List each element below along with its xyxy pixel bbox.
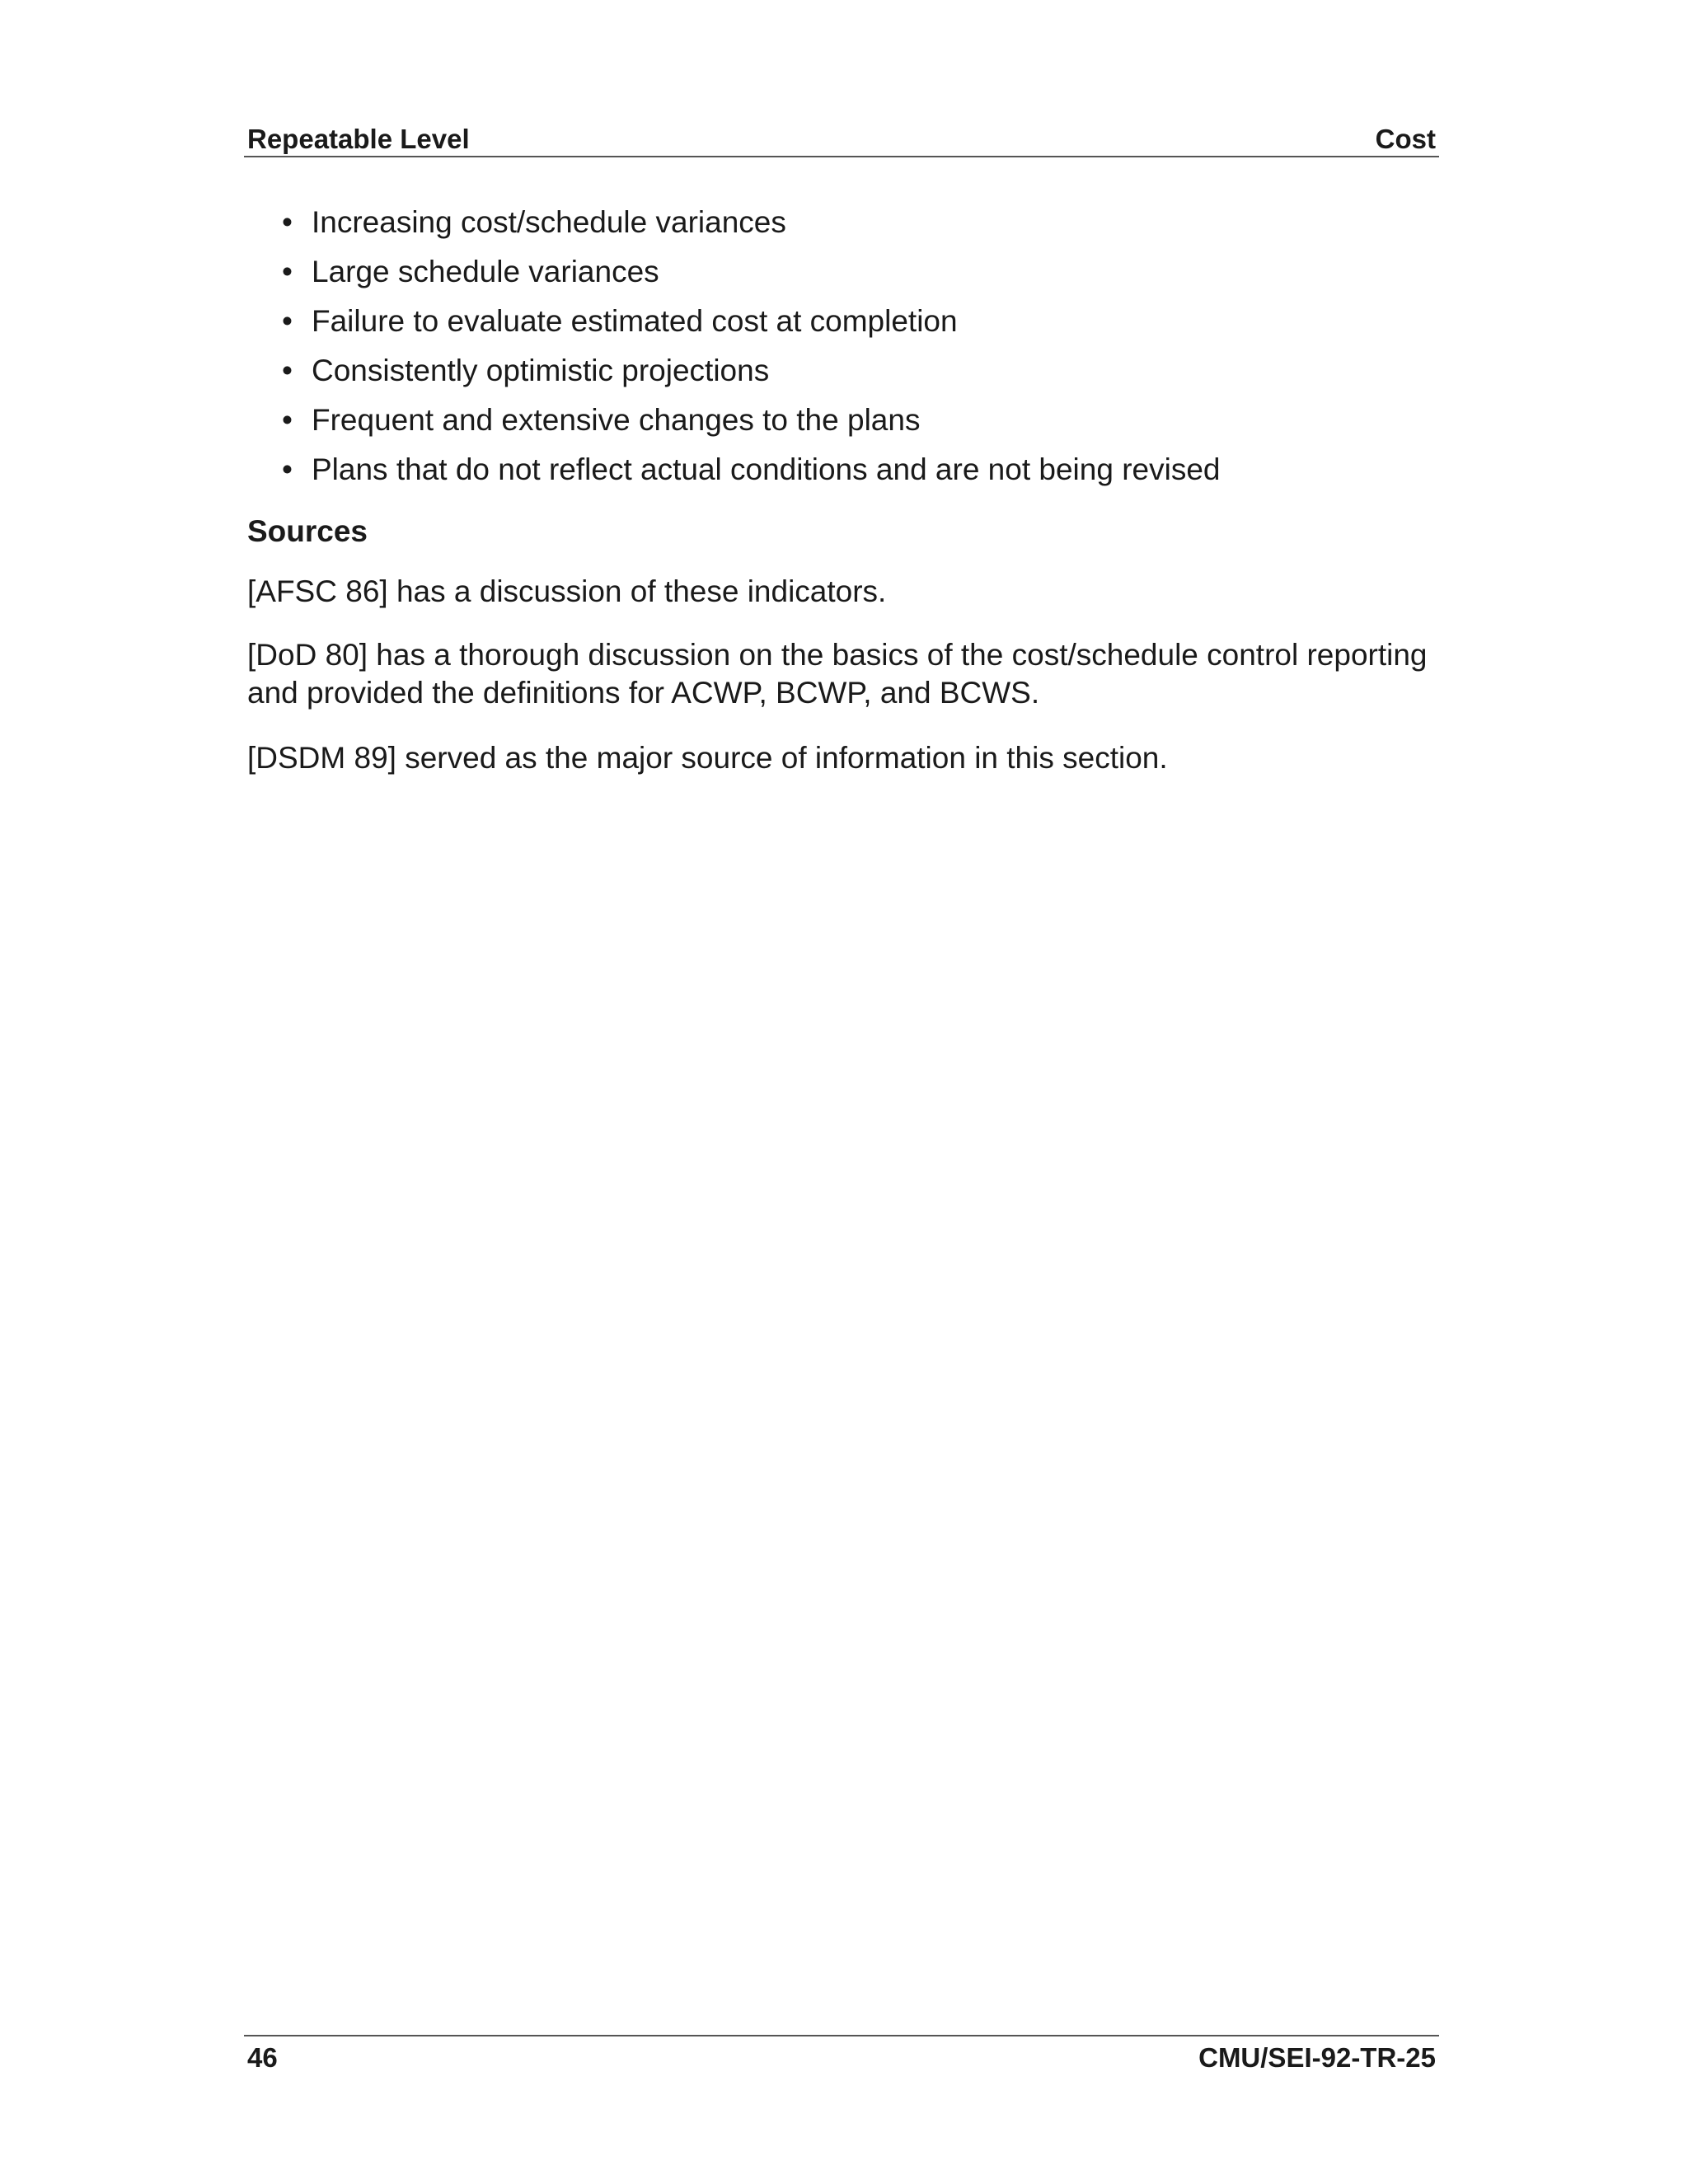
bullet-icon: • — [282, 354, 293, 387]
header-divider — [244, 156, 1439, 157]
page-number: 46 — [247, 2042, 278, 2073]
list-item-text: Frequent and extensive changes to the plans — [312, 403, 921, 437]
list-item — [282, 198, 1220, 247]
list-item-text: Consistently optimistic projections — [312, 354, 770, 387]
indicator-list — [282, 198, 1220, 494]
footer-divider — [244, 2035, 1439, 2036]
list-item-text: Increasing cost/schedule variances — [312, 205, 786, 239]
header-topic: Cost — [1375, 124, 1436, 154]
bullet-icon: • — [282, 304, 293, 338]
source-paragraph-dsdm: [DSDM 89] served as the major source of information in this section. — [247, 741, 1168, 775]
source-paragraph-dod: [DoD 80] has a thorough discussion on the basics of the cost/schedule control reporting and provided the definitions for ACWP, BCWP, and BCWS. — [247, 638, 1428, 710]
source-paragraph-afsc: [AFSC 86] has a discussion of these indicators. — [247, 574, 887, 608]
bullet-icon: • — [282, 452, 293, 486]
list-item — [282, 396, 1220, 445]
bullet-icon: • — [282, 205, 293, 239]
list-item — [282, 297, 1220, 346]
list-item-text: Large schedule variances — [312, 255, 659, 288]
sources-heading: Sources — [247, 514, 368, 548]
bullet-icon: • — [282, 255, 293, 288]
list-item-text: Failure to evaluate estimated cost at completion — [312, 304, 958, 338]
list-item — [282, 445, 1220, 494]
list-item — [282, 346, 1220, 396]
list-item-text: Plans that do not reflect actual conditions and are not being revised — [312, 452, 1221, 486]
header-section-title: Repeatable Level — [247, 124, 470, 154]
list-item — [282, 247, 1220, 297]
running-header — [244, 124, 1439, 157]
running-footer — [244, 2042, 1439, 2075]
bullet-icon: • — [282, 403, 293, 437]
report-id: CMU/SEI-92-TR-25 — [1198, 2042, 1436, 2073]
